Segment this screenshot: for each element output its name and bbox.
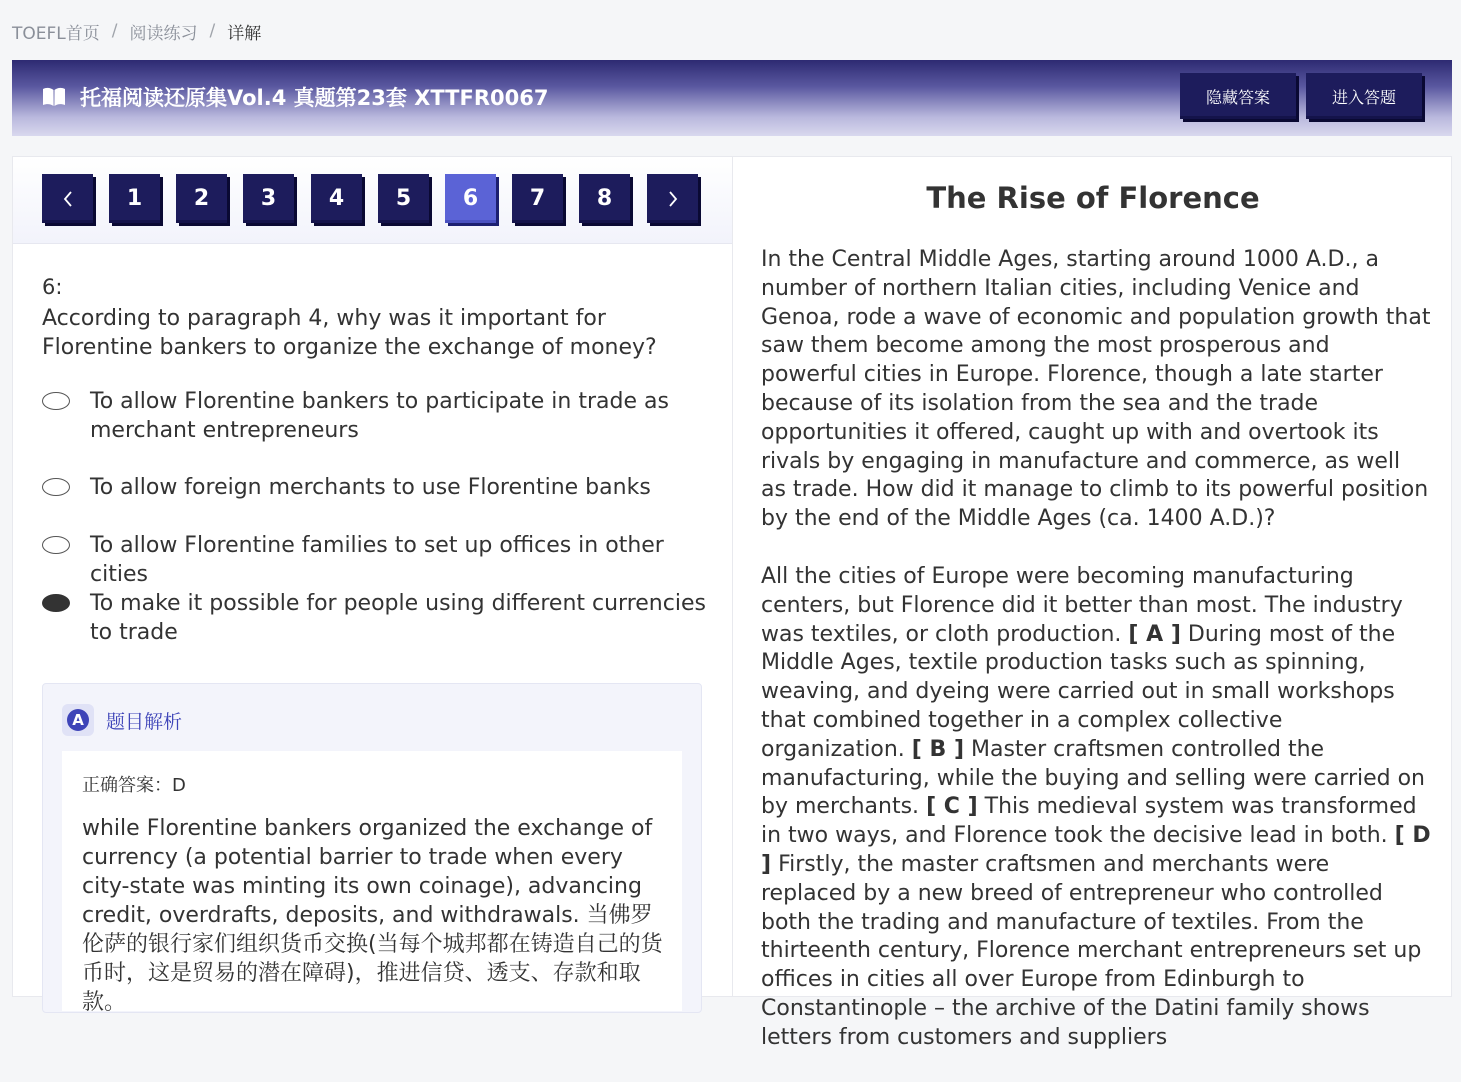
option-c-radio[interactable] (42, 536, 70, 554)
analysis-body (62, 751, 682, 1015)
breadcrumb (12, 19, 261, 43)
breadcrumb-practice-link[interactable]: 阅读练习 (129, 23, 198, 44)
passage-text-segment: Master craftsmen controlled the manufacturing, while the buying and selling were carried on by merchants. (761, 736, 1425, 820)
insert-marker-a[interactable]: [ A ] (1128, 621, 1181, 647)
question-nav (13, 157, 733, 244)
analysis-icon-letter: A (67, 709, 89, 731)
question-page-5[interactable]: 5 (378, 174, 429, 223)
option-b-radio[interactable] (42, 478, 70, 496)
analysis-icon (62, 704, 94, 736)
passage-text-segment: Firstly, the master craftsmen and merchants were replaced by a new breed of entrepreneur who controlled both the trading and manufacture of textiles. From the thirteenth century, Florence merchant entrepreneurs set up offices in cities all over Europe from Edinburgh to Constantinople – the archive of the Datini family shows letters from customers and suppliers (761, 851, 1422, 1050)
analysis-title: 题目解析 (106, 710, 183, 733)
chevron-left-icon (61, 189, 75, 209)
option-b-text: To allow foreign merchants to use Florentine banks (90, 475, 651, 500)
question-page-6-active[interactable]: 6 (445, 174, 496, 223)
header-banner (12, 60, 1452, 136)
page-title-wrap (42, 82, 548, 112)
option-a-text: To allow Florentine bankers to participate in trade as merchant entrepreneurs (90, 389, 669, 443)
option-c-text: To allow Florentine families to set up offices in other cities (90, 533, 664, 587)
insert-marker-c[interactable]: [ C ] (926, 794, 978, 820)
passage-paragraph-2 (761, 563, 1431, 1053)
explanation-text: while Florentine bankers organized the exchange of currency (a potential barrier to trade when every city-state was minting its own coinage), advancing credit, overdrafts, deposits, and withdrawals. 当佛罗伦萨的银行家们组织货币交换(当每个城邦都在铸造自己的货币时，这是贸易的潜在障碍)，推进信贷、透支、存款和取款。 (82, 816, 663, 1015)
question-page-2[interactable]: 2 (176, 174, 227, 223)
analysis-box (42, 683, 702, 1013)
option-b[interactable] (42, 473, 712, 502)
hide-answer-button[interactable]: 隐藏答案 (1180, 73, 1296, 119)
question-page-8[interactable]: 8 (579, 174, 630, 223)
option-c[interactable] (42, 531, 712, 589)
option-a[interactable] (42, 387, 712, 445)
option-d-text: To make it possible for people using different currencies to trade (90, 591, 706, 645)
passage-paragraph-1: In the Central Middle Ages, starting around 1000 A.D., a number of northern Italian cities, including Venice and Genoa, rode a wave of economic and population growth that saw them become among the most prosperous and powerful cities in Europe. Florence, though a late starter because of its isolation from the sea and the trade opportunities it offered, caught up with and overtook its rivals by engaging in manufacture and commerce, as well as trade. How did it manage to climb to its powerful position by the end of the Middle Ages (ca. 1400 A.D.)? (761, 247, 1431, 532)
breadcrumb-separator: / (111, 21, 118, 41)
correct-answer: 正确答案：D (82, 775, 186, 796)
breadcrumb-home-link[interactable]: TOEFL首页 (12, 23, 100, 44)
insert-marker-d[interactable]: [ D ] (761, 823, 1431, 877)
option-a-radio[interactable] (42, 392, 70, 410)
insert-marker-b[interactable]: [ B ] (911, 736, 964, 762)
passage-text-segment: During most of the Middle Ages, textile production tasks such as spinning, weaving, and dyeing were carried out in small workshops that combined together in a complex collective organization. (761, 621, 1396, 762)
question-page-3[interactable]: 3 (243, 174, 294, 223)
page-title: 托福阅读还原集Vol.4 真题第23套 XTTFR0067 (80, 86, 549, 110)
passage-text (761, 246, 1431, 1082)
passage-text-segment: This medieval system was transformed in two ways, and Florence took the decisive lead in both. (761, 794, 1417, 849)
prev-question-button[interactable] (42, 174, 93, 223)
question-text: According to paragraph 4, why was it important for Florentine bankers to organize the exchange of money? (42, 306, 657, 360)
option-d-radio-selected[interactable] (42, 594, 70, 612)
analysis-header (62, 704, 182, 736)
breadcrumb-separator: / (209, 21, 216, 41)
enter-answer-button[interactable]: 进入答题 (1306, 73, 1422, 119)
passage-title: The Rise of Florence (926, 181, 1260, 215)
option-d[interactable] (42, 589, 712, 647)
question-page-7[interactable]: 7 (512, 174, 563, 223)
passage-text-segment: All the cities of Europe were becoming manufacturing centers, but Florence did it better than most. The industry was textiles, or cloth production. (761, 563, 1403, 647)
passage-panel (732, 156, 1452, 1050)
book-icon (42, 87, 66, 107)
question-page-1[interactable]: 1 (109, 174, 160, 223)
question-panel (12, 156, 732, 1015)
question-number: 6: (42, 275, 63, 299)
next-question-button[interactable] (647, 174, 698, 223)
chevron-right-icon (666, 189, 680, 209)
breadcrumb-current: 详解 (227, 23, 262, 44)
question-page-4[interactable]: 4 (311, 174, 362, 223)
